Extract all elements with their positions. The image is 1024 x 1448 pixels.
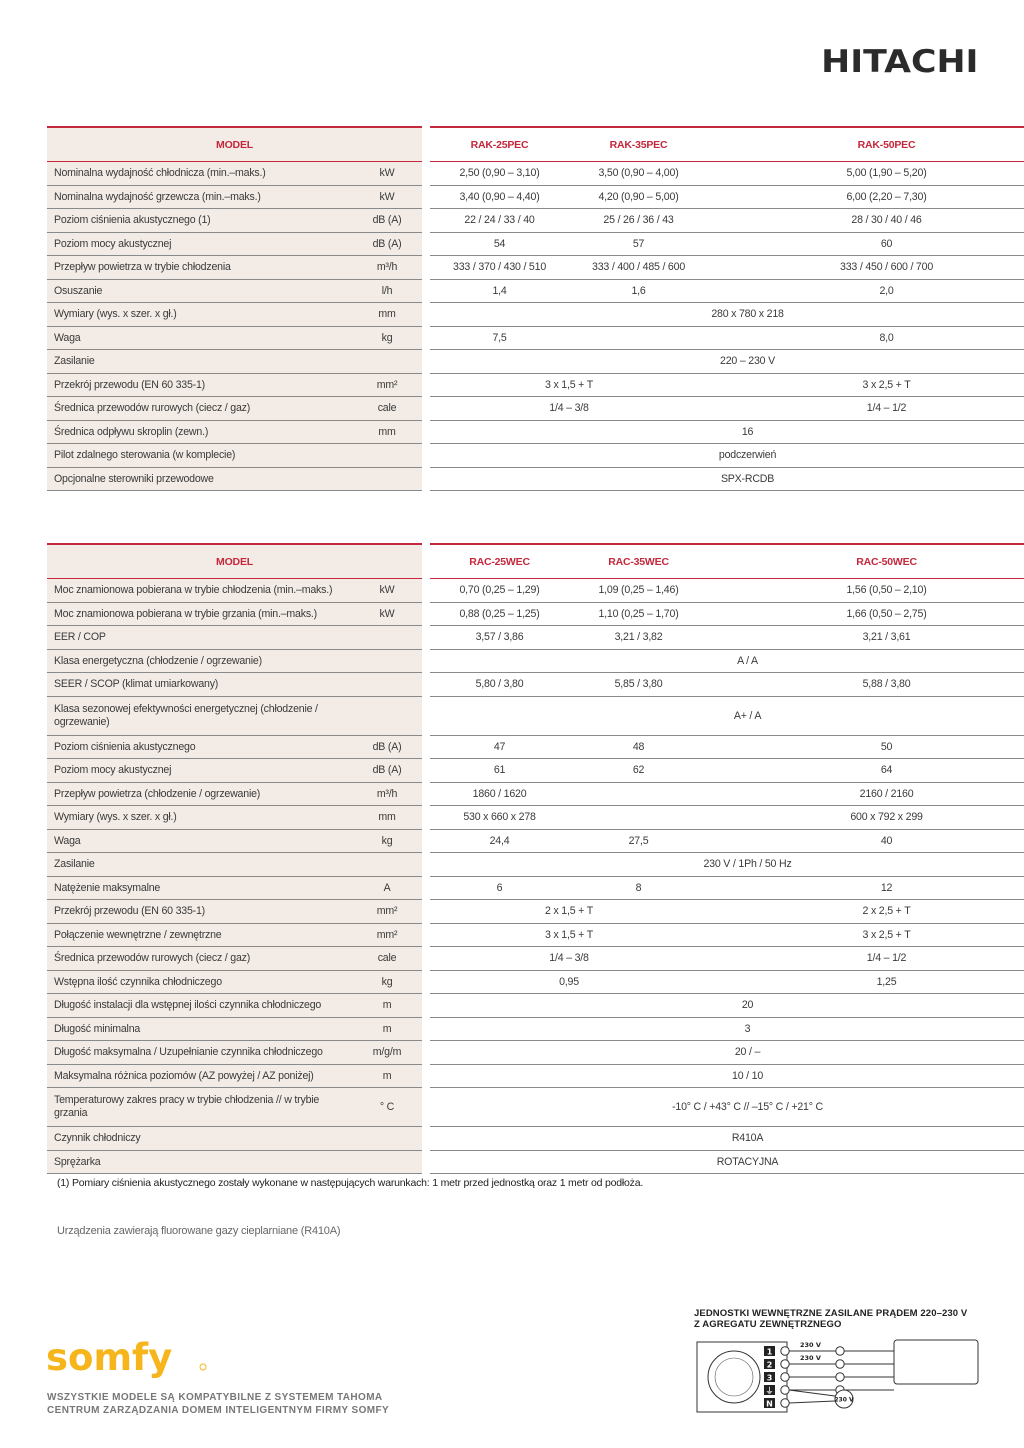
row-label: Średnica przewodów rurowych (ciecz / gaz): [47, 397, 352, 421]
row-label: Temperaturowy zakres pracy w trybie chłodzenia // w trybie grzania: [47, 1088, 352, 1127]
table-row: [47, 350, 1024, 374]
somfy-logo: [46, 1336, 216, 1380]
row-value: 20: [430, 994, 1024, 1018]
table-row: [47, 829, 1024, 853]
somfy-tagline: [47, 1391, 407, 1417]
row-label: Maksymalna różnica poziomów (AZ powyżej / AZ poniżej): [47, 1064, 352, 1088]
spec-table-body: [47, 544, 1024, 1174]
terminal-label: N: [766, 1399, 773, 1409]
row-unit: kg: [352, 326, 422, 350]
terminal-screw: [781, 1399, 789, 1407]
row-label: Połączenie wewnętrzne / zewnętrzne: [47, 923, 352, 947]
row-unit: mm: [352, 303, 422, 327]
row-label: Waga: [47, 326, 352, 350]
row-value: 3 x 1,5 + T: [430, 923, 708, 947]
table-row: [47, 397, 1024, 421]
row-label: Przekrój przewodu (EN 60 335-1): [47, 900, 352, 924]
column-gap: [422, 853, 430, 877]
row-value: 333 / 400 / 485 / 600: [569, 256, 708, 280]
row-label: Przepływ powietrza w trybie chłodzenia: [47, 256, 352, 280]
row-unit: dB (A): [352, 759, 422, 783]
row-value: 1,6: [569, 279, 708, 303]
row-value: 2 x 1,5 + T: [430, 900, 708, 924]
row-label: Przekrój przewodu (EN 60 335-1): [47, 373, 352, 397]
table-row: [47, 947, 1024, 971]
registered-mark-icon: [200, 1364, 206, 1370]
row-value: 24,4: [430, 829, 569, 853]
column-gap: [422, 209, 430, 233]
row-value: 8: [569, 876, 708, 900]
column-gap: [422, 735, 430, 759]
row-value: 12: [708, 876, 1024, 900]
row-label: Sprężarka: [47, 1150, 352, 1174]
row-unit: ° C: [352, 1088, 422, 1127]
column-gap: [422, 759, 430, 783]
row-label: Długość minimalna: [47, 1017, 352, 1041]
row-value: 333 / 450 / 600 / 700: [708, 256, 1024, 280]
row-value: 5,88 / 3,80: [708, 673, 1024, 697]
hitachi-logo: HITACHI: [820, 44, 978, 80]
table-row: [47, 373, 1024, 397]
table-row: [47, 162, 1024, 186]
column-gap: [422, 673, 430, 697]
indoor-terminal-screw: [836, 1360, 844, 1368]
row-value: [569, 806, 708, 830]
wiring-diagram-title: [694, 1308, 984, 1330]
row-unit: [352, 853, 422, 877]
row-value: 22 / 24 / 33 / 40: [430, 209, 569, 233]
voltage-label: 230 V: [800, 1341, 821, 1349]
row-unit: mm²: [352, 923, 422, 947]
row-label: Przepływ powietrza (chłodzenie / ogrzewanie): [47, 782, 352, 806]
row-value: 1,09 (0,25 – 1,46): [569, 579, 708, 603]
column-gap: [422, 397, 430, 421]
row-value: 57: [569, 232, 708, 256]
row-value: 2,0: [708, 279, 1024, 303]
table-row: [47, 602, 1024, 626]
table-row: [47, 326, 1024, 350]
column-gap: [422, 1017, 430, 1041]
row-value: [569, 782, 708, 806]
somfy-tagline-line-2: CENTRUM ZARZĄDZANIA DOMEM INTELIGENTNYM FIRMY SOMFY: [47, 1405, 390, 1416]
row-value: 3 x 1,5 + T: [430, 373, 708, 397]
row-label: Zasilanie: [47, 350, 352, 374]
row-unit: [352, 444, 422, 468]
row-value: 1,66 (0,50 – 2,75): [708, 602, 1024, 626]
row-value: 280 x 780 x 218: [430, 303, 1024, 327]
row-unit: mm: [352, 806, 422, 830]
row-label: Natężenie maksymalne: [47, 876, 352, 900]
column-gap: [422, 806, 430, 830]
row-label: Poziom ciśnienia akustycznego: [47, 735, 352, 759]
row-unit: kW: [352, 602, 422, 626]
row-value: SPX-RCDB: [430, 467, 1024, 491]
column-gap: [422, 1041, 430, 1065]
column-gap: [422, 420, 430, 444]
row-label: Wymiary (wys. x szer. x gł.): [47, 806, 352, 830]
column-gap: [422, 696, 430, 735]
indoor-unit-outline: [894, 1340, 978, 1384]
outdoor-unit-spec-table: [47, 543, 1024, 1174]
row-label: Czynnik chłodniczy: [47, 1127, 352, 1151]
row-value: 1,25: [708, 970, 1024, 994]
row-unit: [352, 1150, 422, 1174]
header-model-name: RAC-50WEC: [708, 544, 1024, 579]
column-gap: [422, 279, 430, 303]
row-unit: [352, 467, 422, 491]
row-label: Klasa sezonowej efektywności energetycznej (chłodzenie / ogrzewanie): [47, 696, 352, 735]
header-model-name: RAC-25WEC: [430, 544, 569, 579]
row-value: 3,21 / 3,82: [569, 626, 708, 650]
row-label: EER / COP: [47, 626, 352, 650]
table-row: [47, 970, 1024, 994]
row-label: Osuszanie: [47, 279, 352, 303]
row-label: Poziom ciśnienia akustycznego (1): [47, 209, 352, 233]
fluorinated-gas-note: Urządzenia zawierają fluorowane gazy cieplarniane (R410A): [57, 1225, 341, 1237]
table-row: [47, 420, 1024, 444]
terminal-label: 2: [766, 1360, 773, 1370]
table-row: [47, 209, 1024, 233]
row-label: Wymiary (wys. x szer. x gł.): [47, 303, 352, 327]
table-row: [47, 696, 1024, 735]
row-value: 3,21 / 3,61: [708, 626, 1024, 650]
row-value: 61: [430, 759, 569, 783]
table-header-row: [47, 544, 1024, 579]
somfy-tagline-line-1: WSZYSTKIE MODELE SĄ KOMPATYBILNE Z SYSTEMEM TAHOMA: [47, 1392, 383, 1403]
row-value: 230 V / 1Ph / 50 Hz: [430, 853, 1024, 877]
row-label: Wstępna ilość czynnika chłodniczego: [47, 970, 352, 994]
row-unit: dB (A): [352, 209, 422, 233]
row-value: 5,80 / 3,80: [430, 673, 569, 697]
spec-table-body: [47, 127, 1024, 491]
table-row: [47, 994, 1024, 1018]
row-unit: kg: [352, 829, 422, 853]
table-row: [47, 1017, 1024, 1041]
row-value: 3,40 (0,90 – 4,40): [430, 185, 569, 209]
row-value: 3,57 / 3,86: [430, 626, 569, 650]
header-model-name: RAK-50PEC: [708, 127, 1024, 162]
row-unit: dB (A): [352, 735, 422, 759]
row-value: 1,10 (0,25 – 1,70): [569, 602, 708, 626]
row-value: 3 x 2,5 + T: [708, 923, 1024, 947]
row-label: Moc znamionowa pobierana w trybie chłodzenia (min.–maks.): [47, 579, 352, 603]
footnote: (1) Pomiary ciśnienia akustycznego zostały wykonane w następujących warunkach: 1 metr przed jednostką oraz 1 metr od podłoża.: [57, 1177, 644, 1189]
terminal-screw: [781, 1373, 789, 1381]
table-row: [47, 1127, 1024, 1151]
voltage-label: 230 V: [800, 1354, 821, 1362]
row-value: 7,5: [430, 326, 569, 350]
row-value: 28 / 30 / 40 / 46: [708, 209, 1024, 233]
column-gap: [422, 602, 430, 626]
row-value: 6: [430, 876, 569, 900]
column-gap: [422, 232, 430, 256]
column-gap: [422, 326, 430, 350]
row-value: 2 x 2,5 + T: [708, 900, 1024, 924]
row-value: ROTACYJNA: [430, 1150, 1024, 1174]
row-unit: [352, 1127, 422, 1151]
row-label: Pilot zdalnego sterowania (w komplecie): [47, 444, 352, 468]
row-value: 530 x 660 x 278: [430, 806, 569, 830]
row-value: 48: [569, 735, 708, 759]
row-value: 1/4 – 3/8: [430, 397, 708, 421]
row-unit: [352, 626, 422, 650]
row-unit: m³/h: [352, 782, 422, 806]
row-unit: cale: [352, 397, 422, 421]
table-row: [47, 256, 1024, 280]
row-label: Poziom mocy akustycznej: [47, 759, 352, 783]
row-value: 1,4: [430, 279, 569, 303]
row-label: Długość instalacji dla wstępnej ilości czynnika chłodniczego: [47, 994, 352, 1018]
column-gap: [422, 256, 430, 280]
row-unit: kg: [352, 970, 422, 994]
table-row: [47, 759, 1024, 783]
indoor-unit-spec-table: [47, 126, 1024, 491]
row-unit: m: [352, 994, 422, 1018]
table-row: [47, 649, 1024, 673]
supply-wire: [789, 1390, 835, 1396]
row-value: 333 / 370 / 430 / 510: [430, 256, 569, 280]
table-row: [47, 467, 1024, 491]
column-gap: [422, 1150, 430, 1174]
row-unit: [352, 649, 422, 673]
wiring-title-line-1: JEDNOSTKI WEWNĘTRZNE ZASILANE PRĄDEM 220–230 V: [694, 1308, 968, 1319]
column-gap: [422, 162, 430, 186]
column-gap: [422, 626, 430, 650]
row-value: 1860 / 1620: [430, 782, 569, 806]
row-value: 62: [569, 759, 708, 783]
row-value: 40: [708, 829, 1024, 853]
somfy-logo-text: somfy: [46, 1336, 173, 1379]
row-value: 50: [708, 735, 1024, 759]
row-unit: m: [352, 1064, 422, 1088]
row-value: 16: [430, 420, 1024, 444]
row-value: 4,20 (0,90 – 5,00): [569, 185, 708, 209]
column-gap: [422, 579, 430, 603]
row-value: 220 – 230 V: [430, 350, 1024, 374]
row-unit: m: [352, 1017, 422, 1041]
table-row: [47, 923, 1024, 947]
wiring-title-line-2: Z AGREGATU ZEWNĘTRZNEGO: [694, 1319, 842, 1330]
row-value: 3: [430, 1017, 1024, 1041]
indoor-terminal-screw: [836, 1373, 844, 1381]
row-label: Zasilanie: [47, 853, 352, 877]
table-row: [47, 853, 1024, 877]
row-label: Średnica odpływu skroplin (zewn.): [47, 420, 352, 444]
row-unit: [352, 350, 422, 374]
header-model: MODEL: [47, 127, 422, 162]
row-label: Waga: [47, 829, 352, 853]
column-gap: [422, 900, 430, 924]
supply-wire: [789, 1401, 835, 1403]
row-value: 600 x 792 x 299: [708, 806, 1024, 830]
row-value: 47: [430, 735, 569, 759]
terminal-label: ⏚: [765, 1386, 774, 1396]
row-value: 60: [708, 232, 1024, 256]
row-unit: kW: [352, 185, 422, 209]
header-model-name: RAK-25PEC: [430, 127, 569, 162]
column-gap: [422, 1127, 430, 1151]
table-row: [47, 806, 1024, 830]
row-value: 1/4 – 3/8: [430, 947, 708, 971]
column-gap: [422, 127, 430, 162]
voltage-label: 230 V: [834, 1396, 854, 1404]
row-label: Opcjonalne sterowniki przewodowe: [47, 467, 352, 491]
row-label: Średnica przewodów rurowych (ciecz / gaz): [47, 947, 352, 971]
row-value: A+ / A: [430, 696, 1024, 735]
row-label: Długość maksymalna / Uzupełnianie czynnika chłodniczego: [47, 1041, 352, 1065]
row-value: 10 / 10: [430, 1064, 1024, 1088]
column-gap: [422, 444, 430, 468]
terminal-screw: [781, 1386, 789, 1394]
table-row: [47, 185, 1024, 209]
row-value: 0,70 (0,25 – 1,29): [430, 579, 569, 603]
row-label: SEER / SCOP (klimat umiarkowany): [47, 673, 352, 697]
row-value: podczerwień: [430, 444, 1024, 468]
row-unit: m³/h: [352, 256, 422, 280]
column-gap: [422, 923, 430, 947]
terminal-screw: [781, 1347, 789, 1355]
row-value: R410A: [430, 1127, 1024, 1151]
row-unit: [352, 696, 422, 735]
row-value: 1/4 – 1/2: [708, 947, 1024, 971]
row-value: 6,00 (2,20 – 7,30): [708, 185, 1024, 209]
column-gap: [422, 994, 430, 1018]
table-row: [47, 579, 1024, 603]
row-unit: m/g/m: [352, 1041, 422, 1065]
table-row: [47, 876, 1024, 900]
row-value: 64: [708, 759, 1024, 783]
row-label: Poziom mocy akustycznej: [47, 232, 352, 256]
column-gap: [422, 467, 430, 491]
row-unit: l/h: [352, 279, 422, 303]
row-value: 25 / 26 / 36 / 43: [569, 209, 708, 233]
column-gap: [422, 185, 430, 209]
header-model-name: RAK-35PEC: [569, 127, 708, 162]
table-row: [47, 1150, 1024, 1174]
column-gap: [422, 876, 430, 900]
terminal-label: 3: [766, 1373, 773, 1383]
row-value: 1,56 (0,50 – 2,10): [708, 579, 1024, 603]
row-unit: mm: [352, 420, 422, 444]
row-unit: [352, 673, 422, 697]
row-value: 20 / –: [430, 1041, 1024, 1065]
row-value: 54: [430, 232, 569, 256]
table-row: [47, 782, 1024, 806]
row-value: 27,5: [569, 829, 708, 853]
column-gap: [422, 970, 430, 994]
row-value: [569, 326, 708, 350]
row-value: 8,0: [708, 326, 1024, 350]
column-gap: [422, 303, 430, 327]
table-row: [47, 303, 1024, 327]
column-gap: [422, 782, 430, 806]
table-row: [47, 1041, 1024, 1065]
column-gap: [422, 373, 430, 397]
table-row: [47, 279, 1024, 303]
row-label: Moc znamionowa pobierana w trybie grzania (min.–maks.): [47, 602, 352, 626]
column-gap: [422, 1088, 430, 1127]
wiring-diagram: [694, 1336, 984, 1416]
table-row: [47, 1064, 1024, 1088]
row-unit: mm²: [352, 900, 422, 924]
row-value: -10° C / +43° C // –15° C / +21° C: [430, 1088, 1024, 1127]
table-header-row: [47, 127, 1024, 162]
header-model: MODEL: [47, 544, 422, 579]
terminal-label: 1: [766, 1347, 773, 1357]
row-value: 0,88 (0,25 – 1,25): [430, 602, 569, 626]
table-row: [47, 735, 1024, 759]
terminal-screw: [781, 1360, 789, 1368]
table-row: [47, 232, 1024, 256]
row-unit: cale: [352, 947, 422, 971]
row-value: 1/4 – 1/2: [708, 397, 1024, 421]
column-gap: [422, 1064, 430, 1088]
column-gap: [422, 829, 430, 853]
row-unit: A: [352, 876, 422, 900]
table-row: [47, 673, 1024, 697]
column-gap: [422, 947, 430, 971]
row-unit: mm²: [352, 373, 422, 397]
row-unit: kW: [352, 162, 422, 186]
header-model-name: RAC-35WEC: [569, 544, 708, 579]
row-value: 0,95: [430, 970, 708, 994]
row-value: 5,00 (1,90 – 5,20): [708, 162, 1024, 186]
row-unit: kW: [352, 579, 422, 603]
column-gap: [422, 544, 430, 579]
row-label: Nominalna wydajność chłodnicza (min.–maks.): [47, 162, 352, 186]
row-value: 2,50 (0,90 – 3,10): [430, 162, 569, 186]
row-value: 3,50 (0,90 – 4,00): [569, 162, 708, 186]
indoor-terminal-screw: [836, 1347, 844, 1355]
table-row: [47, 900, 1024, 924]
row-value: 2160 / 2160: [708, 782, 1024, 806]
table-row: [47, 444, 1024, 468]
table-row: [47, 626, 1024, 650]
row-value: A / A: [430, 649, 1024, 673]
row-unit: dB (A): [352, 232, 422, 256]
row-value: 3 x 2,5 + T: [708, 373, 1024, 397]
column-gap: [422, 350, 430, 374]
column-gap: [422, 649, 430, 673]
row-label: Nominalna wydajność grzewcza (min.–maks.): [47, 185, 352, 209]
table-row: [47, 1088, 1024, 1127]
row-value: 5,85 / 3,80: [569, 673, 708, 697]
row-label: Klasa energetyczna (chłodzenie / ogrzewanie): [47, 649, 352, 673]
